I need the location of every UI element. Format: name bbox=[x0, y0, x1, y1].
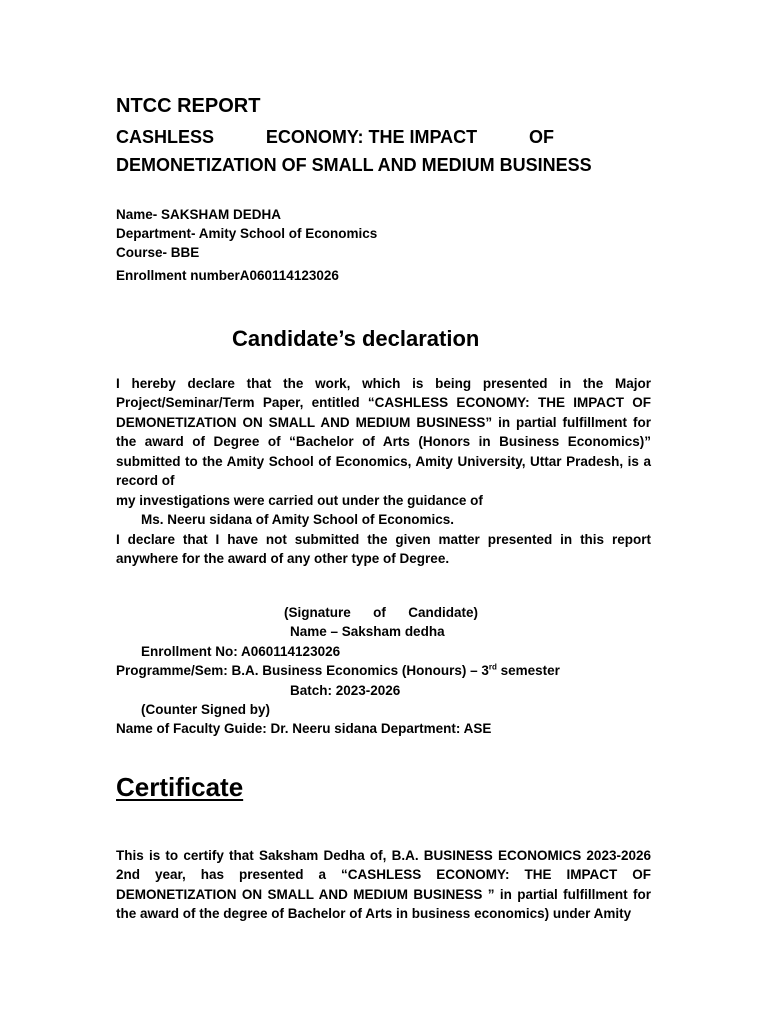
candidate-programme bbox=[116, 661, 560, 681]
candidate-name: Name – Saksham dedha bbox=[290, 624, 445, 639]
student-name: Name- SAKSHAM DEDHA bbox=[116, 207, 282, 222]
faculty-guide: Name of Faculty Guide: Dr. Neeru sidana Department: ASE bbox=[116, 721, 492, 736]
signature-word-1: (Signature bbox=[284, 605, 351, 620]
candidate-batch: Batch: 2023-2026 bbox=[290, 683, 401, 698]
subject-word-1: CASHLESS bbox=[116, 127, 215, 147]
student-course: Course- BBE bbox=[116, 245, 200, 260]
programme-ordinal-suffix: rd bbox=[488, 662, 497, 672]
student-department: Department- Amity School of Economics bbox=[116, 226, 378, 241]
subject-word-2: ECONOMY: THE IMPACT bbox=[265, 127, 478, 147]
programme-text: Programme/Sem: B.A. Business Economics (Honours) – 3 bbox=[116, 663, 489, 678]
certificate-heading: Certificate bbox=[116, 772, 244, 802]
counter-signed-label: (Counter Signed by) bbox=[141, 702, 270, 717]
certificate-paragraph: This is to certify that Saksham Dedha of, B.A. BUSINESS ECONOMICS 2023-2026 2nd year, has presented a “CASHLESS ECONOMY: THE IMPACT OF DEMONETIZATION ON SMALL AND MEDIUM BUSINESS ” in partial fulfillment for the award of the degree of Bachelor of Arts in business economics) under Amity bbox=[116, 848, 651, 922]
declaration-paragraph-2: my investigations were carried out under the guidance of bbox=[116, 493, 483, 508]
signature-word-2: of bbox=[373, 605, 386, 620]
declaration-paragraph-3: I declare that I have not submitted the given matter presented in this report anywhere for the award of any other type of Degree. bbox=[116, 532, 651, 567]
student-enrollment: Enrollment numberA060114123026 bbox=[116, 268, 339, 283]
declaration-heading: Candidate’s declaration bbox=[232, 326, 480, 351]
signature-word-3: Candidate) bbox=[408, 605, 478, 620]
declaration-guide-line: Ms. Neeru sidana of Amity School of Economics. bbox=[141, 512, 455, 527]
report-title: NTCC REPORT bbox=[116, 95, 261, 117]
subject-word-3: OF bbox=[529, 127, 554, 147]
candidate-enrollment: Enrollment No: A060114123026 bbox=[141, 644, 341, 659]
report-subject-line2: DEMONETIZATION OF SMALL AND MEDIUM BUSINESS bbox=[116, 155, 592, 175]
signature-of-candidate bbox=[284, 603, 478, 623]
report-subject-line1 bbox=[116, 126, 554, 148]
programme-semester: semester bbox=[496, 663, 560, 678]
declaration-paragraph-1: I hereby declare that the work, which is being presented in the Major Project/Seminar/Term Paper, entitled “CASHLESS ECONOMY: THE IMPACT OF DEMONETIZATION ON SMALL AND MEDIUM BUSINESS” in partial fulfillment for the award of Degree of “Bachelor of Arts (Honors in Business Economics)” submitted to the Amity School of Economics, Amity University, Uttar Pradesh, is a record of bbox=[116, 376, 651, 489]
